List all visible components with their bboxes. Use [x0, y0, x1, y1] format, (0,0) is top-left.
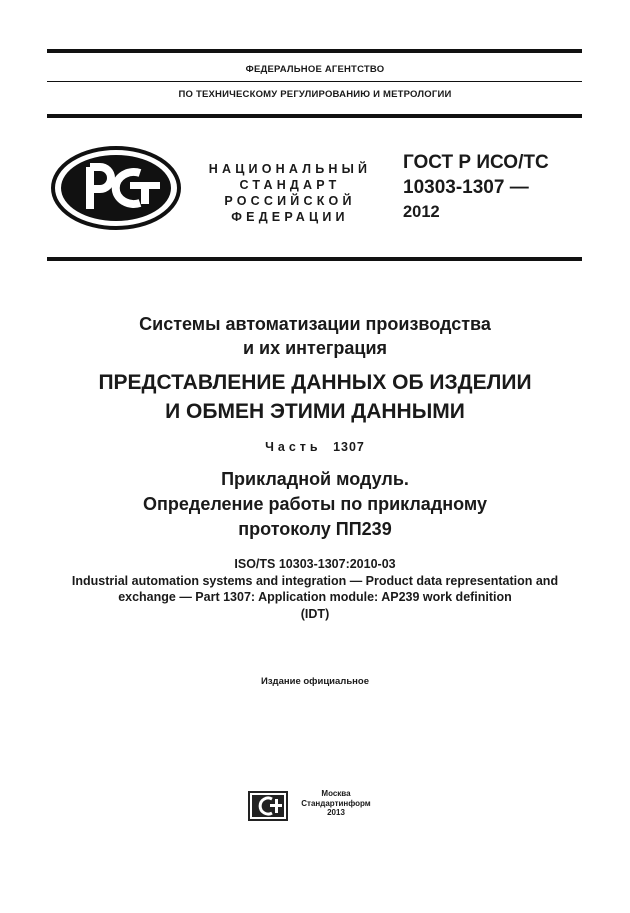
standartinform-logo-icon: [248, 791, 288, 821]
agency-line-2: ПО ТЕХНИЧЕСКОМУ РЕГУЛИРОВАНИЮ И МЕТРОЛОГИИ: [178, 89, 452, 100]
iso-title-line-2: exchange — Part 1307: Application module: AP239 work definition: [118, 590, 512, 604]
part-number: 1307: [333, 440, 365, 454]
main-title-line-1: ПРЕДСТАВЛЕНИЕ ДАННЫХ ОБ ИЗДЕЛИИ: [98, 371, 532, 394]
designation-rule: [47, 257, 582, 261]
sub-title-line-3: протоколу ПП239: [238, 519, 392, 539]
header-rule: [47, 114, 582, 118]
general-title: [0, 312, 630, 360]
national-standard-line-1: НАЦИОНАЛЬНЫЙ: [208, 162, 372, 176]
part-word: Часть: [265, 440, 322, 454]
publisher-year: 2013: [327, 808, 345, 817]
top-rule: [47, 49, 582, 53]
designation-line-2: 10303-1307 —: [403, 177, 529, 198]
designation-line-3: 2012: [403, 203, 440, 221]
rst-logo-icon: [50, 145, 182, 231]
iso-reference: [0, 556, 630, 622]
agency-divider: [47, 81, 582, 82]
iso-idt: (IDT): [300, 606, 330, 621]
national-standard-label: [195, 161, 385, 225]
general-title-line-1: Системы автоматизации производства: [139, 314, 491, 334]
national-standard-line-3: РОССИЙСКОЙ: [224, 194, 356, 208]
standard-designation: [403, 150, 549, 225]
iso-ref: ISO/TS 10303-1307:2010-03: [234, 557, 396, 571]
publisher-imprint: [300, 789, 372, 818]
iso-title-line-1: Industrial automation systems and integration — Product data representation and: [71, 573, 559, 588]
sub-title-line-1: Прикладной модуль.: [221, 469, 409, 489]
national-standard-line-4: ФЕДЕРАЦИИ: [231, 210, 349, 224]
national-standard-line-2: СТАНДАРТ: [239, 178, 341, 192]
general-title-line-2: и их интеграция: [242, 338, 388, 358]
publisher-name: Стандартинформ: [301, 798, 371, 808]
edition-label: Издание официальное: [261, 676, 369, 687]
sub-title-line-2: Определение работы по прикладному: [143, 494, 487, 514]
publisher-city: Москва: [321, 789, 351, 798]
agency-line-1: ФЕДЕРАЛЬНОЕ АГЕНТСТВО: [245, 64, 385, 75]
main-title-line-2: И ОБМЕН ЭТИМИ ДАННЫМИ: [165, 400, 465, 423]
sub-title: [0, 467, 630, 542]
designation-line-1: ГОСТ Р ИСО/ТС: [403, 152, 549, 173]
main-title: [0, 368, 630, 426]
part-label: [0, 440, 630, 454]
